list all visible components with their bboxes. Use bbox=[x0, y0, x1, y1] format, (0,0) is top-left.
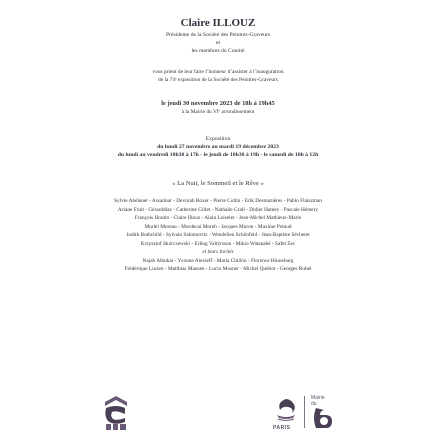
artists-line: Frédérique Lucien - Matthias Mansen - Lucio Mosner - Michel Quétiot - Georges Rubel bbox=[124, 266, 312, 272]
partner-logos bbox=[0, 392, 436, 436]
paris-logo-text: PARIS bbox=[273, 425, 291, 431]
inauguration-date: le jeudi 30 novembre 2023 de 18h à 19h45 bbox=[161, 100, 275, 107]
artists-line: Najah Albukai - Yvonne Alexieff - Maria Chillón - Florence Hinneburg bbox=[142, 257, 294, 264]
exhibition-title: « La Nuit, le Sommeil et le Rêve » bbox=[172, 180, 264, 187]
peintres-graveurs-logo-icon bbox=[104, 394, 128, 432]
committee-members: les membres du Comité bbox=[191, 48, 245, 54]
exposition-dates: du lundi 27 novembre au mardi 19 décembre 2023 bbox=[157, 144, 279, 150]
logo-divider bbox=[304, 396, 305, 428]
guests-heading: et leurs Invités bbox=[202, 249, 234, 255]
conjunction: et bbox=[215, 40, 221, 46]
artists-line: Sylvie Abélanet - Assadour - Devorah Boxer - Pierre Collin - Erik Desmazières - Pablo Flaiszman bbox=[114, 198, 322, 204]
president-name: Claire ILLOUZ bbox=[180, 17, 256, 29]
artists-line: François Houtin - Claire Illouz - Alain Loiselet - Jean-Michel Mathieux-Marie bbox=[134, 215, 302, 221]
invitation-line-2: de la 74ᵉ exposition de la Société des Peintres-Graveurs bbox=[158, 77, 278, 83]
exposition-hours: du lundi au vendredi 10h30 à 17h - le jeudi de 10h30 à 19h - le samedi de 10h à 12h bbox=[117, 152, 319, 158]
artists-line: Judith Rothchild - Sylvain Salomovitz - Wendelien Schönfeld - Jean-Baptiste Sécheret bbox=[126, 232, 310, 238]
artists-line: Ariane Fruit - Gérarddiaz - Catherine Gillet - Nathalie Grall - Didier Hamey - Pascale Hémery bbox=[117, 206, 319, 213]
inauguration-place: à la Mairie du VIᵉ arrondissement bbox=[181, 109, 255, 115]
artists-line: Muriel Moreau - Mordecai Moreh - Jacques Muron - Maxime Préaud bbox=[144, 223, 292, 230]
mairie-text-1: Mairie bbox=[311, 395, 325, 401]
exposition-label: Exposition bbox=[205, 136, 231, 142]
paris-ship-logo-icon bbox=[274, 398, 298, 426]
artists-line: Krzysztof Skórczewski - Erling Valtýrsson - Mikio Watanabé - Safet Zec bbox=[140, 240, 296, 247]
mairie-text-2: du bbox=[311, 401, 317, 407]
president-role: Présidente de la Société des Peintres-Graveurs bbox=[166, 32, 270, 38]
invitation-line-1: vous prient de leur faire l’honneur d’assister à l’inauguration bbox=[152, 69, 284, 75]
mairie-6e-logo-icon bbox=[310, 406, 334, 430]
